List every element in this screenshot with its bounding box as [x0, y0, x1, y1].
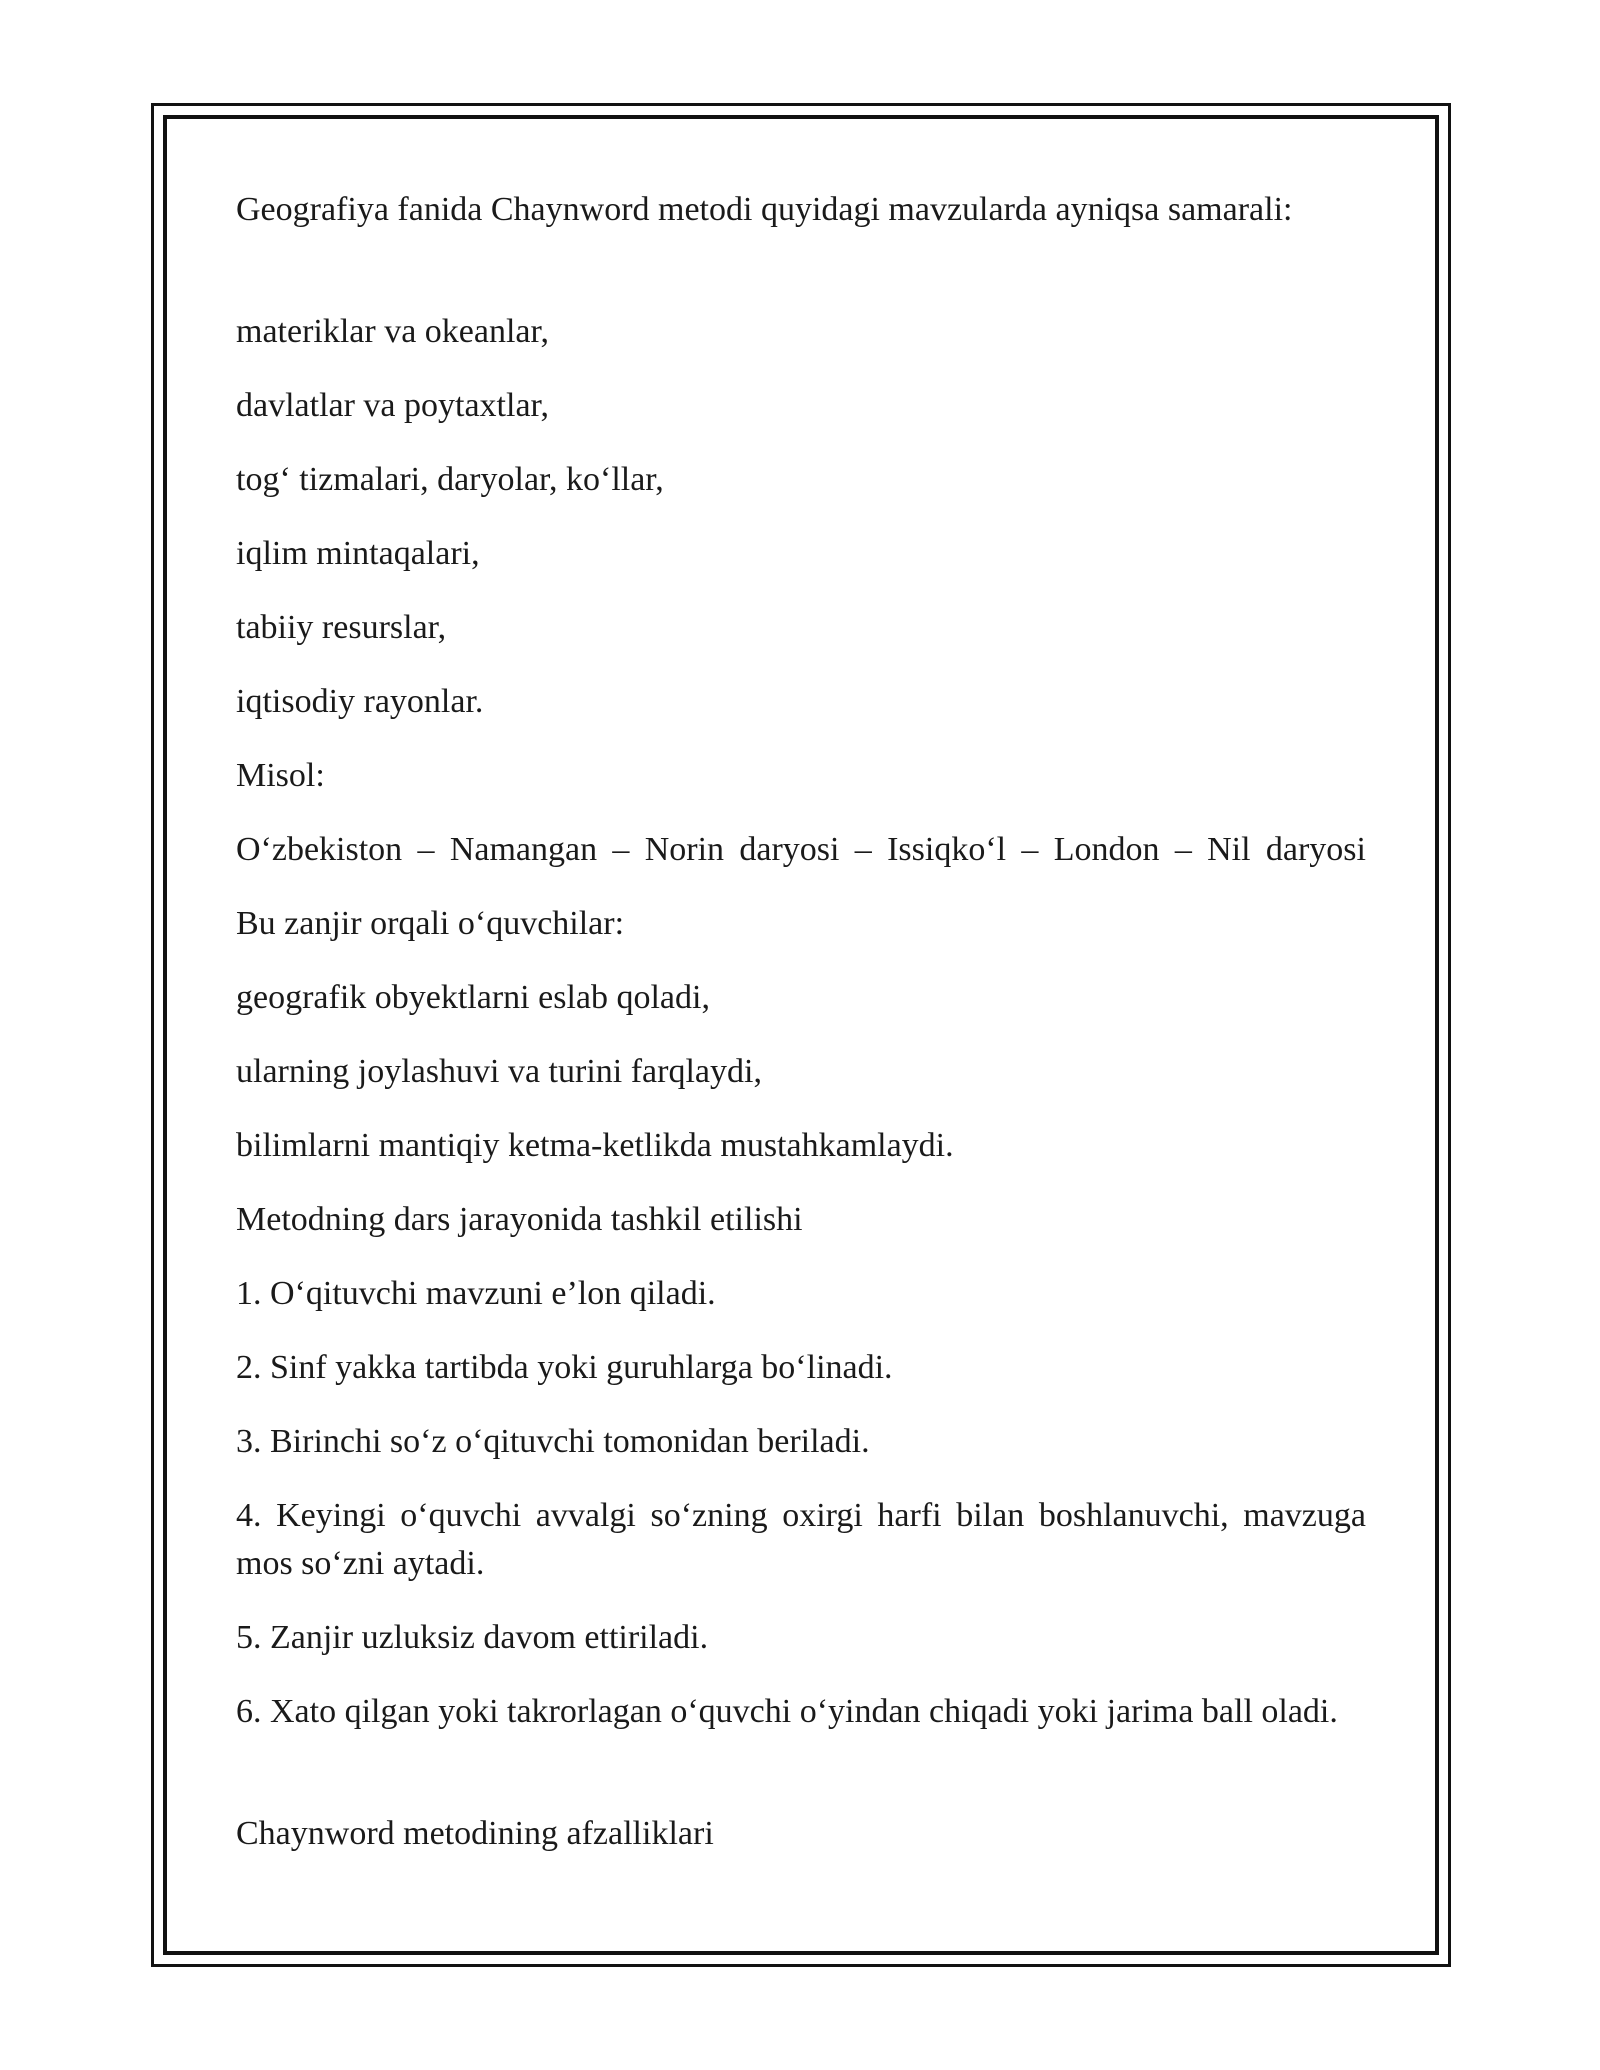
- step-item: 3. Birinchi so‘z o‘qituvchi tomonidan beriladi.: [236, 1423, 870, 1460]
- outcome-list-item: ularning joylashuvi va turini farqlaydi,: [236, 1053, 762, 1090]
- topic-list-item: iqtisodiy rayonlar.: [236, 683, 484, 720]
- topic-list-item: tog‘ tizmalari, daryolar, ko‘llar,: [236, 461, 664, 498]
- outcome-intro: Bu zanjir orqali o‘quvchilar:: [236, 905, 625, 942]
- topic-list-item: materiklar va okeanlar,: [236, 313, 549, 350]
- step-item: 5. Zanjir uzluksiz davom ettiriladi.: [236, 1619, 709, 1656]
- intro-paragraph: Geografiya fanida Chaynword metodi quyidagi mavzularda ayniqsa samarali:: [236, 191, 1293, 228]
- example-chain: O‘zbekiston – Namangan – Norin daryosi – Issiqko‘l – London – Nil daryosi: [236, 831, 1366, 868]
- section-heading: Chaynword metodining afzalliklari: [236, 1815, 714, 1852]
- topic-list-item: tabiiy resurslar,: [236, 609, 447, 646]
- step-item: 2. Sinf yakka tartibda yoki guruhlarga bo‘linadi.: [236, 1349, 893, 1386]
- step-item: 4. Keyingi o‘quvchi avvalgi so‘zning oxirgi harfi bilan boshlanuvchi, mavzuga mos so‘zni aytadi.: [236, 1497, 1366, 1582]
- outcome-list-item: bilimlarni mantiqiy ketma-ketlikda mustahkamlaydi.: [236, 1127, 954, 1164]
- topic-list-item: iqlim mintaqalari,: [236, 535, 480, 572]
- section-heading: Metodning dars jarayonida tashkil etilishi: [236, 1201, 803, 1238]
- step-item: 1. O‘qituvchi mavzuni e’lon qiladi.: [236, 1275, 716, 1312]
- example-label: Misol:: [236, 757, 325, 794]
- topic-list-item: davlatlar va poytaxtlar,: [236, 387, 550, 424]
- outcome-list-item: geografik obyektlarni eslab qoladi,: [236, 979, 710, 1016]
- step-item: 6. Xato qilgan yoki takrorlagan o‘quvchi o‘yindan chiqadi yoki jarima ball oladi.: [236, 1693, 1338, 1730]
